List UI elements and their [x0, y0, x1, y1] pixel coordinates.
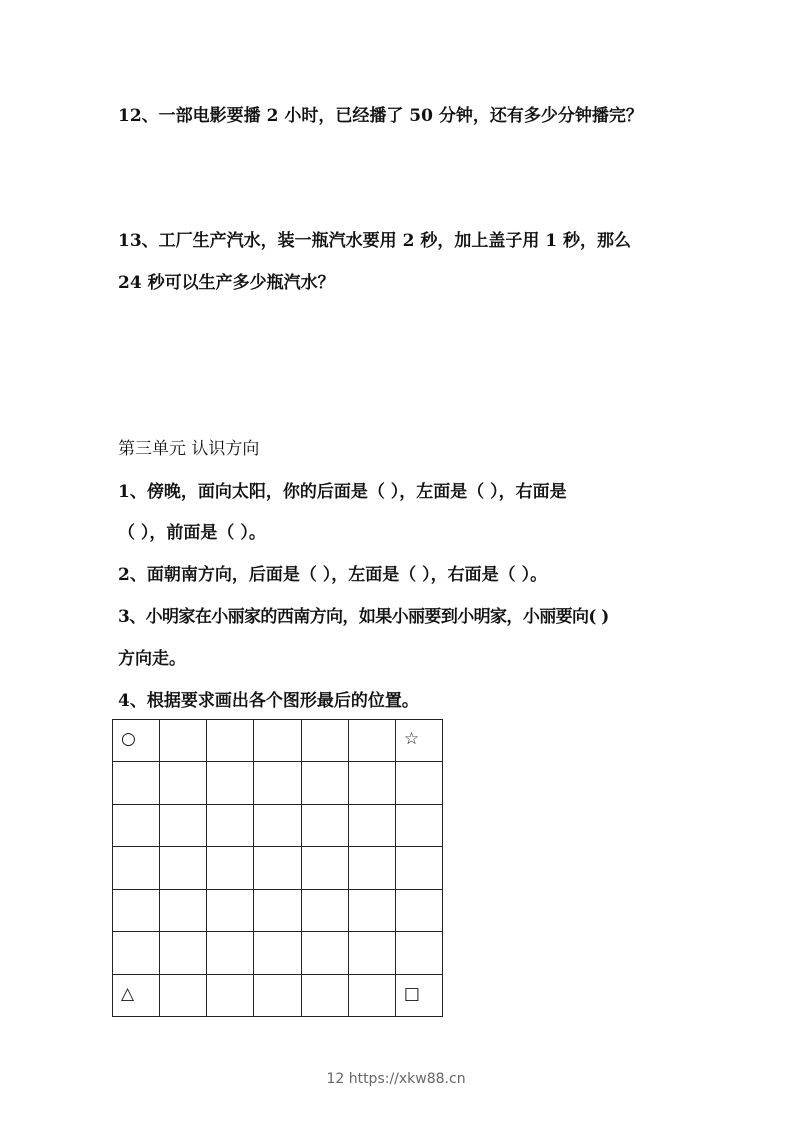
grid-cell	[396, 805, 443, 847]
grid-cell	[113, 890, 160, 932]
grid-cell	[302, 975, 349, 1017]
grid-cell	[302, 890, 349, 932]
grid-cell	[349, 762, 396, 804]
grid-cell	[207, 890, 254, 932]
grid-cell	[160, 720, 207, 762]
grid-cell	[113, 762, 160, 804]
grid-cell	[160, 975, 207, 1017]
grid-cell	[396, 975, 443, 1017]
problem-12: 12、一部电影要播 2 小时，已经播了 50 分钟，还有多少分钟播完？	[118, 106, 643, 126]
grid-cell	[160, 805, 207, 847]
square-icon: □	[403, 983, 420, 1004]
grid-cell	[302, 847, 349, 889]
grid-cell	[207, 805, 254, 847]
grid-cell	[396, 890, 443, 932]
grid-cell	[207, 975, 254, 1017]
grid-cell	[254, 975, 301, 1017]
grid-cell	[349, 720, 396, 762]
grid-cell	[113, 932, 160, 974]
circle-icon: ○	[121, 729, 136, 749]
direction-question-1-line-1: 1、傍晚，面向太阳，你的后面是（ ），左面是（ ），右面是	[118, 482, 567, 502]
grid-cell	[302, 762, 349, 804]
grid-cell	[349, 847, 396, 889]
grid-cell	[207, 720, 254, 762]
grid-cell	[160, 847, 207, 889]
grid-cell	[160, 762, 207, 804]
grid-cell	[254, 890, 301, 932]
grid-cell	[160, 890, 207, 932]
grid-cell	[349, 975, 396, 1017]
problem-13-line-2: 24 秒可以生产多少瓶汽水？	[118, 273, 335, 293]
direction-question-3-line-2: 方向走。	[118, 649, 186, 669]
grid-cell	[349, 932, 396, 974]
grid-cell	[396, 847, 443, 889]
problem-13-line-1: 13、工厂生产汽水，装一瓶汽水要用 2 秒，加上盖子用 1 秒，那么	[118, 231, 631, 251]
grid-cell	[349, 890, 396, 932]
grid-cell	[254, 932, 301, 974]
unit-3-heading: 第三单元 认识方向	[118, 439, 260, 459]
grid-cell	[302, 805, 349, 847]
grid-cell	[302, 720, 349, 762]
grid-cell	[113, 975, 160, 1017]
grid-cell	[349, 805, 396, 847]
direction-question-2: 2、面朝南方向，后面是（ ），左面是（ ），右面是（ ）。	[118, 565, 548, 585]
direction-question-4: 4、根据要求画出各个图形最后的位置。	[118, 691, 419, 711]
grid-cell	[254, 720, 301, 762]
grid-cell	[396, 762, 443, 804]
grid-cell	[113, 805, 160, 847]
grid-cell	[160, 932, 207, 974]
grid-cell	[396, 932, 443, 974]
grid-cell	[396, 720, 443, 762]
grid-cell	[207, 847, 254, 889]
page-footer: 12 https://xkw88.cn	[326, 1071, 466, 1087]
grid-cell	[207, 932, 254, 974]
grid-cell	[113, 847, 160, 889]
position-grid	[112, 719, 443, 1017]
grid-cell	[207, 762, 254, 804]
grid-cell	[113, 720, 160, 762]
grid-cell	[254, 847, 301, 889]
grid-cell	[254, 805, 301, 847]
triangle-icon: △	[121, 983, 135, 1004]
direction-question-1-line-2: （ ），前面是（ ）。	[118, 523, 266, 543]
grid-cell	[302, 932, 349, 974]
star-icon: ☆	[403, 729, 420, 749]
grid-cell	[254, 762, 301, 804]
direction-question-3-line-1: 3、小明家在小丽家的西南方向，如果小丽要到小明家，小丽要向( )	[118, 607, 609, 627]
